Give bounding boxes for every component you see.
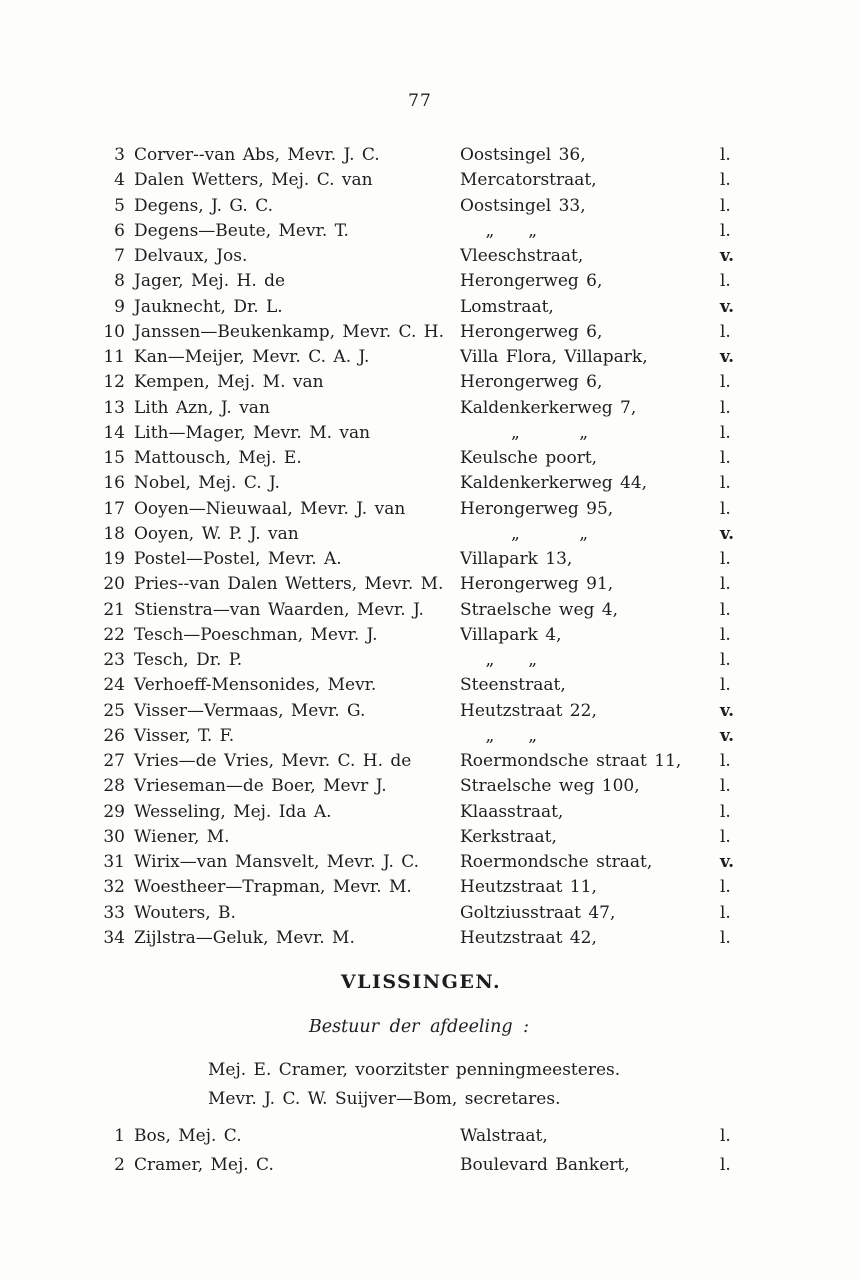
member-letter: l. (720, 170, 731, 191)
member-name: Dalen Wetters, Mej. C. van (134, 170, 373, 191)
vlissingen-member-list (0, 1122, 860, 1180)
member-name: Pries--van Dalen Wetters, Mevr. M. (134, 574, 444, 595)
member-letter: l. (720, 145, 731, 165)
member-letter: l. (720, 448, 731, 468)
member-address: Roermondsche straat 11, (460, 751, 682, 771)
member-address: Kaldenkerkerweg 44, (460, 473, 648, 494)
member-letter: l. (720, 624, 731, 645)
member-row (0, 673, 860, 698)
member-number: 4 (114, 170, 125, 191)
member-address: Vleeschstraat, (460, 246, 584, 266)
member-number: 15 (103, 448, 125, 468)
member-name: Ooyen, W. P. J. van (134, 523, 299, 544)
member-name: Woestheer—Trapman, Mevr. M. (134, 877, 412, 898)
member-name: Vries—de Vries, Mevr. C. H. de (134, 751, 412, 771)
member-name: Bos, Mej. C. (134, 1126, 242, 1146)
member-row (0, 168, 860, 193)
member-name: Wiener, M. (134, 826, 230, 847)
member-row (0, 825, 860, 850)
member-row (0, 547, 860, 572)
member-number: 11 (103, 347, 125, 367)
member-name: Wouters, B. (134, 902, 236, 923)
member-name: Tesch, Dr. P. (134, 650, 243, 670)
member-address: Kerkstraat, (460, 826, 557, 847)
member-number: 1 (114, 1126, 125, 1146)
member-number: 18 (103, 523, 125, 544)
member-name: Lith—Mager, Mevr. M. van (134, 422, 371, 443)
member-address: Straelsche weg 100, (460, 776, 640, 797)
member-name: Stienstra—van Waarden, Mevr. J. (134, 599, 424, 620)
member-number: 16 (103, 473, 125, 494)
member-number: 20 (103, 574, 125, 595)
member-address: Walstraat, (460, 1126, 548, 1146)
member-number: 33 (103, 902, 125, 923)
member-letter: l. (720, 902, 731, 923)
member-letter: v. (720, 523, 735, 544)
member-letter: l. (720, 1126, 731, 1146)
section-heading-vlissingen: VLISSINGEN. (340, 971, 502, 993)
member-address: Villa Flora, Villapark, (460, 347, 648, 367)
member-name: Tesch—Poeschman, Mevr. J. (134, 624, 378, 645)
member-letter: l. (720, 1155, 731, 1175)
member-number: 3 (114, 145, 125, 165)
member-address: „ „ (460, 650, 538, 670)
member-address: Herongerweg 91, (460, 574, 614, 595)
member-letter: l. (720, 473, 731, 494)
member-number: 34 (103, 927, 125, 948)
member-address: Heutzstraat 42, (460, 927, 597, 948)
member-address: Herongerweg 6, (460, 321, 603, 342)
member-row (0, 774, 860, 799)
member-number: 2 (114, 1155, 125, 1175)
member-number: 30 (103, 826, 125, 847)
member-address: Oostsingel 33, (460, 195, 586, 216)
member-letter: l. (720, 220, 731, 241)
member-letter: v. (720, 725, 735, 746)
member-row (0, 522, 860, 547)
member-letter: v. (720, 296, 735, 317)
member-number: 6 (114, 220, 125, 241)
member-row (0, 471, 860, 496)
member-address: „ „ (460, 422, 589, 443)
member-letter: l. (720, 372, 731, 393)
member-row (0, 572, 860, 597)
member-address: „ „ (460, 725, 538, 746)
member-row (0, 749, 860, 774)
member-address: Heutzstraat 11, (460, 877, 597, 898)
member-address: Steenstraat, (460, 675, 566, 696)
member-number: 17 (103, 498, 125, 519)
member-row (0, 370, 860, 395)
member-row (0, 850, 860, 875)
member-letter: l. (720, 549, 731, 569)
member-number: 22 (103, 624, 125, 645)
member-letter: v. (720, 347, 735, 367)
member-row (0, 396, 860, 421)
member-number: 7 (114, 246, 125, 266)
board-member-line: Mej. E. Cramer, voorzitster penningmeesteres. (208, 1060, 621, 1080)
member-letter: l. (720, 927, 731, 948)
member-row (0, 143, 860, 168)
member-name: Lith Azn, J. van (134, 397, 270, 418)
member-name: Mattousch, Mej. E. (134, 448, 302, 468)
member-name: Degens, J. G. C. (134, 195, 274, 216)
member-letter: l. (720, 877, 731, 898)
member-name: Postel—Postel, Mevr. A. (134, 549, 342, 569)
member-row (0, 497, 860, 522)
member-row (0, 421, 860, 446)
board-subheading: Bestuur der afdeeling : (308, 1017, 530, 1037)
member-address: Kaldenkerkerweg 7, (460, 397, 637, 418)
member-name: Jauknecht, Dr. L. (134, 296, 283, 317)
member-row (0, 345, 860, 370)
member-row (0, 219, 860, 244)
member-letter: l. (720, 675, 731, 696)
member-number: 28 (103, 776, 125, 797)
member-row (0, 699, 860, 724)
member-name: Zijlstra—Geluk, Mevr. M. (134, 927, 355, 948)
member-row (0, 901, 860, 926)
member-letter: l. (720, 776, 731, 797)
member-address: Villapark 4, (460, 624, 562, 645)
member-name: Kan—Meijer, Mevr. C. A. J. (134, 347, 370, 367)
member-letter: l. (720, 801, 731, 822)
member-name: Vrieseman—de Boer, Mevr J. (134, 776, 387, 797)
member-row (0, 194, 860, 219)
member-name: Corver--van Abs, Mevr. J. C. (134, 145, 380, 165)
member-number: 21 (103, 599, 125, 620)
member-row (0, 446, 860, 471)
member-address: „ „ (460, 220, 538, 241)
member-letter: l. (720, 751, 731, 771)
member-number: 29 (103, 801, 125, 822)
member-name: Cramer, Mej. C. (134, 1155, 274, 1175)
member-letter: v. (720, 700, 735, 721)
member-address: Herongerweg 95, (460, 498, 614, 519)
member-letter: l. (720, 397, 731, 418)
member-row (0, 623, 860, 648)
member-letter: l. (720, 498, 731, 519)
member-row (0, 269, 860, 294)
member-address: Straelsche weg 4, (460, 599, 619, 620)
member-address: Heutzstraat 22, (460, 700, 597, 721)
member-name: Delvaux, Jos. (134, 246, 248, 266)
member-number: 26 (103, 725, 125, 746)
member-address: Roermondsche straat, (460, 852, 653, 872)
member-row (0, 800, 860, 825)
member-name: Jager, Mej. H. de (134, 271, 286, 292)
member-number: 27 (103, 751, 125, 771)
page-number: 77 (408, 91, 432, 111)
member-number: 25 (103, 700, 125, 721)
member-name: Ooyen—Nieuwaal, Mevr. J. van (134, 498, 406, 519)
member-number: 23 (103, 650, 125, 670)
member-letter: l. (720, 826, 731, 847)
member-row (0, 1122, 860, 1151)
member-number: 24 (103, 675, 125, 696)
member-row (0, 1151, 860, 1180)
member-name: Wirix—van Mansvelt, Mevr. J. C. (134, 852, 420, 872)
member-letter: l. (720, 321, 731, 342)
board-member-line: Mevr. J. C. W. Suijver—Bom, secretares. (208, 1088, 561, 1109)
member-number: 14 (103, 422, 125, 443)
member-name: Kempen, Mej. M. van (134, 372, 324, 393)
member-name: Verhoeff-Mensonides, Mevr. (134, 675, 377, 696)
member-number: 12 (103, 372, 125, 393)
member-address: Herongerweg 6, (460, 271, 603, 292)
member-letter: v. (720, 246, 735, 266)
member-name: Visser, T. F. (134, 725, 235, 746)
member-letter: l. (720, 195, 731, 216)
member-row (0, 598, 860, 623)
member-address: „ „ (460, 523, 589, 544)
member-name: Degens—Beute, Mevr. T. (134, 220, 349, 241)
member-row (0, 926, 860, 951)
member-row (0, 875, 860, 900)
member-address: Mercatorstraat, (460, 170, 597, 191)
member-address: Keulsche poort, (460, 448, 598, 468)
member-address: Boulevard Bankert, (460, 1155, 630, 1175)
member-address: Lomstraat, (460, 296, 554, 317)
member-row (0, 295, 860, 320)
member-number: 31 (103, 852, 125, 872)
board-member-lines (208, 1056, 620, 1113)
member-letter: l. (720, 650, 731, 670)
member-address: Herongerweg 6, (460, 372, 603, 393)
member-name: Visser—Vermaas, Mevr. G. (134, 700, 366, 721)
member-number: 13 (103, 397, 125, 418)
member-address: Klaasstraat, (460, 801, 564, 822)
member-number: 9 (114, 296, 125, 317)
member-number: 8 (114, 271, 125, 292)
member-letter: v. (720, 852, 735, 872)
member-row (0, 244, 860, 269)
member-name: Janssen—Beukenkamp, Mevr. C. H. (134, 321, 444, 342)
member-address: Villapark 13, (460, 549, 573, 569)
member-address: Goltziusstraat 47, (460, 902, 616, 923)
member-number: 19 (103, 549, 125, 569)
member-letter: l. (720, 422, 731, 443)
member-name: Nobel, Mej. C. J. (134, 473, 280, 494)
member-letter: l. (720, 599, 731, 620)
member-address: Oostsingel 36, (460, 145, 586, 165)
member-number: 5 (114, 195, 125, 216)
member-number: 10 (103, 321, 125, 342)
member-row (0, 648, 860, 673)
venlo-member-list (0, 143, 860, 951)
member-row (0, 320, 860, 345)
member-name: Wesseling, Mej. Ida A. (134, 801, 332, 822)
member-letter: l. (720, 271, 731, 292)
member-number: 32 (103, 877, 125, 898)
member-row (0, 724, 860, 749)
member-letter: l. (720, 574, 731, 595)
